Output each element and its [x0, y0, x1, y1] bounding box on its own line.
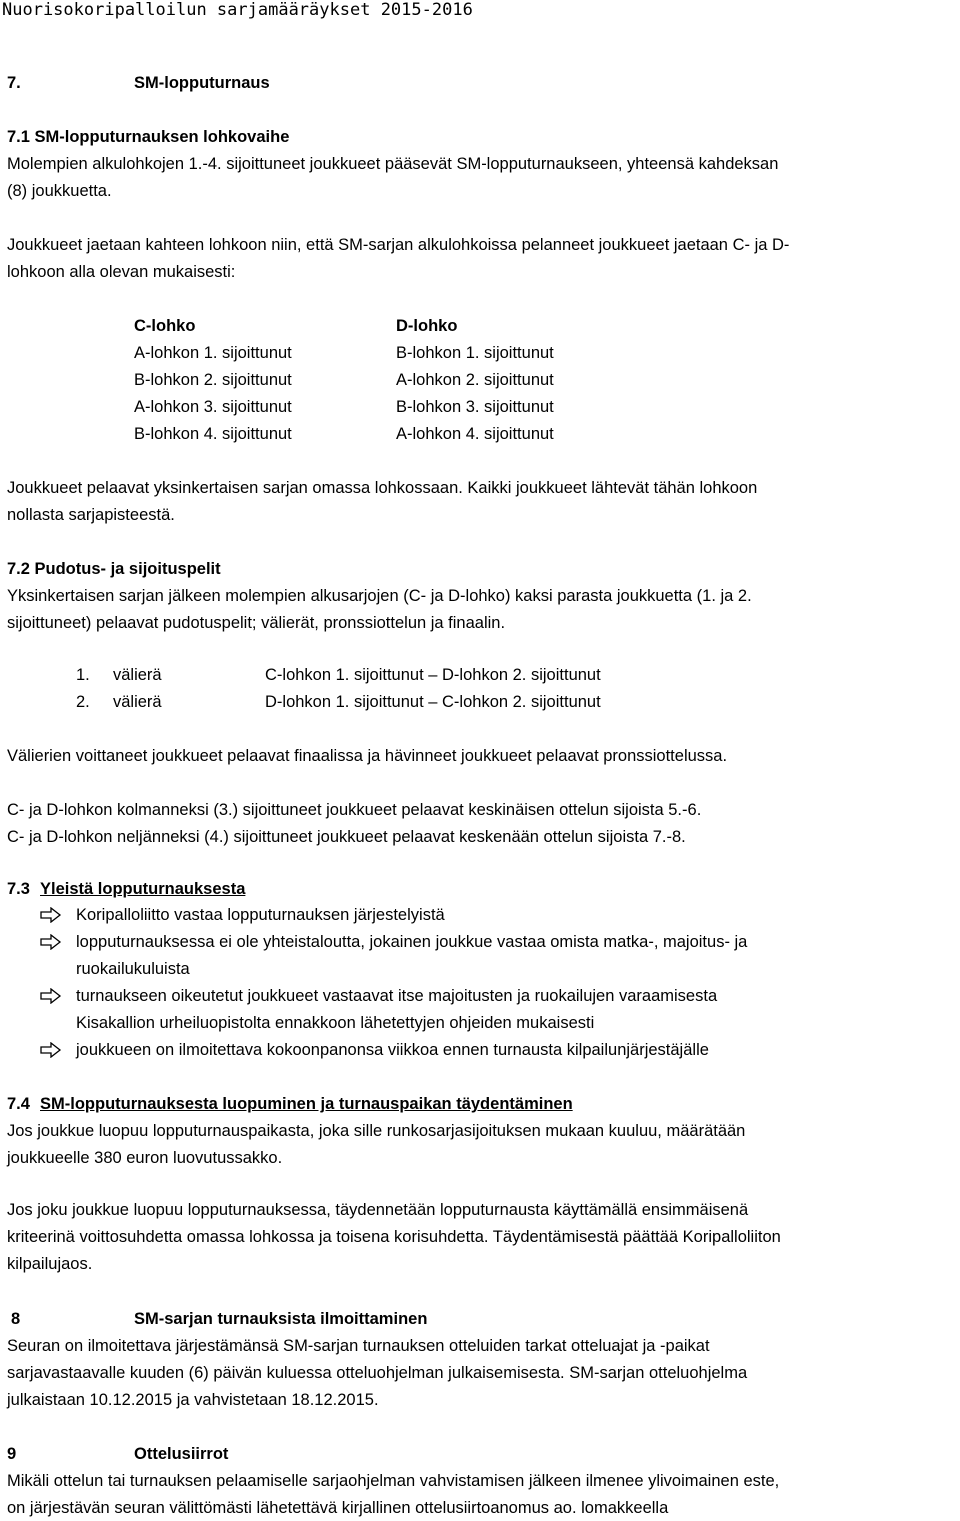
semi-number: 1. — [76, 666, 90, 684]
page-header: Nuorisokoripalloilun sarjamääräykset 2015-2016 — [2, 0, 473, 20]
bullet-text: lopputurnauksessa ei ole yhteistaloutta, jokainen joukkue vastaa omista matka-, majoitus- ja — [76, 933, 748, 951]
semi-label: välierä — [113, 666, 162, 684]
section-8-title: SM-sarjan turnauksista ilmoittaminen — [134, 1310, 428, 1328]
bullet-text: Kisakallion urheiluopistolta ennakkoon lähetettyjen ohjeiden mukaisesti — [76, 1014, 595, 1032]
paragraph-line: joukkueelle 380 euron luovutussakko. — [7, 1149, 283, 1167]
section-9-title: Ottelusiirrot — [134, 1445, 229, 1463]
semi-match: C-lohkon 1. sijoittunut – D-lohkon 2. sijoittunut — [265, 666, 601, 684]
semi-match: D-lohkon 1. sijoittunut – C-lohkon 2. sijoittunut — [265, 693, 601, 711]
paragraph-line: kriteerinä voittosuhdetta omassa lohkossa ja toisena korisuhdetta. Täydentämisestä päättää Koripalloliiton — [7, 1228, 781, 1246]
paragraph-line: sarjavastaavalle kuuden (6) päivän kuluessa otteluohjelman julkaisemisesta. SM-sarjan otteluohjelma — [7, 1364, 748, 1382]
section-7-4-title: SM-lopputurnauksesta luopuminen ja turnauspaikan täydentäminen — [40, 1095, 573, 1113]
paragraph-line: Joukkueet pelaavat yksinkertaisen sarjan omassa lohkossaan. Kaikki joukkueet lähtevät tähän lohkoon — [7, 479, 758, 497]
bullet-text: turnaukseen oikeutetut joukkueet vastaavat itse majoitusten ja ruokailujen varaamisesta — [76, 987, 718, 1005]
section-7-3-title: Yleistä lopputurnauksesta — [40, 880, 246, 898]
c-group-row: A-lohkon 3. sijoittunut — [134, 398, 292, 416]
paragraph-line: C- ja D-lohkon kolmanneksi (3.) sijoittuneet joukkueet pelaavat keskinäisen ottelun sijoista 5.-6. — [7, 801, 702, 819]
paragraph-line: kilpailujaos. — [7, 1255, 93, 1273]
paragraph-line: Seuran on ilmoitettava järjestämänsä SM-sarjan turnauksen otteluiden tarkat otteluajat ja -paikat — [7, 1337, 710, 1355]
c-group-row: B-lohkon 4. sijoittunut — [134, 425, 292, 443]
section-9-number: 9 — [7, 1445, 17, 1463]
paragraph-line: Jos joukkue luopuu lopputurnauspaikasta, joka sille runkosarjasijoituksen mukaan kuuluu, määrätään — [7, 1122, 746, 1140]
paragraph-line: Välierien voittaneet joukkueet pelaavat finaalissa ja hävinneet joukkueet pelaavat pronssiottelussa. — [7, 747, 728, 765]
c-group-title: C-lohko — [134, 317, 196, 335]
paragraph-line: Molempien alkulohkojen 1.-4. sijoittuneet joukkueet pääsevät SM-lopputurnaukseen, yhteensä kahdeksan — [7, 155, 779, 173]
d-group-title: D-lohko — [396, 317, 458, 335]
d-group-row: B-lohkon 1. sijoittunut — [396, 344, 554, 362]
section-8-number: 8 — [11, 1310, 21, 1328]
paragraph-line: julkaistaan 10.12.2015 ja vahvistetaan 18.12.2015. — [7, 1391, 379, 1409]
paragraph-line: Mikäli ottelun tai turnauksen pelaamiselle sarjaohjelman vahvistamisen jälkeen ilmenee ylivoimainen este, — [7, 1472, 780, 1490]
paragraph-line: nollasta sarjapisteestä. — [7, 506, 175, 524]
d-group-row: A-lohkon 2. sijoittunut — [396, 371, 554, 389]
c-group-row: B-lohkon 2. sijoittunut — [134, 371, 292, 389]
bullet-text: ruokailukuluista — [76, 960, 190, 978]
section-7-2-title: 7.2 Pudotus- ja sijoituspelit — [7, 560, 221, 578]
arrow-right-outline-icon — [40, 907, 62, 923]
paragraph-line: Jos joku joukkue luopuu lopputurnauksessa, täydennetään lopputurnausta käyttämällä ensimmäisenä — [7, 1201, 749, 1219]
paragraph-line: C- ja D-lohkon neljänneksi (4.) sijoittuneet joukkueet pelaavat keskenään ottelun sijoista 7.-8. — [7, 828, 686, 846]
paragraph-line: Joukkueet jaetaan kahteen lohkoon niin, että SM-sarjan alkulohkoissa pelanneet joukkueet jaetaan C- ja D- — [7, 236, 790, 254]
arrow-right-outline-icon — [40, 934, 62, 950]
bullet-text: Koripalloliitto vastaa lopputurnauksen järjestelyistä — [76, 906, 445, 924]
semi-label: välierä — [113, 693, 162, 711]
paragraph-line: (8) joukkuetta. — [7, 182, 112, 200]
bullet-text: joukkueen on ilmoitettava kokoonpanonsa viikkoa ennen turnausta kilpailunjärjestäjälle — [76, 1041, 709, 1059]
section-7-number: 7. — [7, 74, 21, 92]
section-7-4-number: 7.4 — [7, 1095, 30, 1113]
arrow-right-outline-icon — [40, 1042, 62, 1058]
d-group-row: B-lohkon 3. sijoittunut — [396, 398, 554, 416]
paragraph-line: Yksinkertaisen sarjan jälkeen molempien alkusarjojen (C- ja D-lohko) kaksi parasta joukkuetta (1. ja 2. — [7, 587, 752, 605]
section-7-title: SM-lopputurnaus — [134, 74, 270, 92]
section-7-1-title: 7.1 SM-lopputurnauksen lohkovaihe — [7, 128, 290, 146]
paragraph-line: sijoittuneet) pelaavat pudotuspelit; välierät, pronssiottelun ja finaalin. — [7, 614, 506, 632]
paragraph-line: on järjestävän seuran välittömästi lähetettävä kirjallinen ottelusiirtoanomus ao. lomakkeella — [7, 1499, 669, 1517]
arrow-right-outline-icon — [40, 988, 62, 1004]
section-7-3-number: 7.3 — [7, 880, 30, 898]
semi-number: 2. — [76, 693, 90, 711]
c-group-row: A-lohkon 1. sijoittunut — [134, 344, 292, 362]
d-group-row: A-lohkon 4. sijoittunut — [396, 425, 554, 443]
paragraph-line: lohkoon alla olevan mukaisesti: — [7, 263, 236, 281]
